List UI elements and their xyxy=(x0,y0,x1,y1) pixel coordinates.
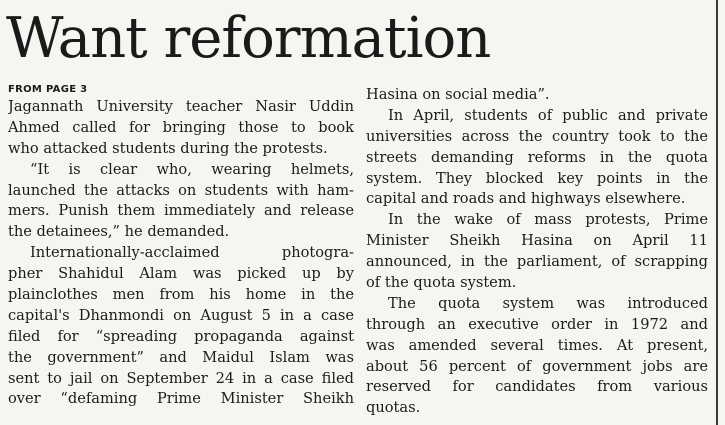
text-line: sent to jail on September 24 in a case filed xyxy=(8,369,354,387)
text-line: streets demanding reforms in the quota xyxy=(366,148,708,166)
text-line: filed for “spreading propaganda against xyxy=(8,327,354,345)
left-column-body xyxy=(8,97,354,410)
right-column-body xyxy=(366,85,708,419)
text-line: Internationally-acclaimed photogra- xyxy=(30,244,354,262)
text-line: universities across the country took to the xyxy=(366,127,708,145)
text-line: capital and roads and highways elsewhere. xyxy=(366,190,686,208)
text-line: launched the attacks on students with ham- xyxy=(8,181,354,199)
text-line: Minister Sheikh Hasina on April 11 xyxy=(366,232,708,250)
text-line: quotas. xyxy=(366,399,421,417)
text-line: announced, in the parliament, of scrapping xyxy=(366,253,708,271)
text-line: Hasina on social media”. xyxy=(366,86,550,103)
text-line: The quota system was introduced xyxy=(388,294,708,312)
text-line: Ahmed called for bringing those to book xyxy=(8,118,354,136)
text-line: about 56 percent of government jobs are xyxy=(366,357,708,375)
text-line: plainclothes men from his home in the xyxy=(8,286,354,304)
text-line: through an executive order in 1972 and xyxy=(366,315,708,333)
left-column xyxy=(8,83,354,410)
right-column xyxy=(366,85,708,419)
text-line: In the wake of mass protests, Prime xyxy=(388,211,708,229)
text-line: mers. Punish them immediately and release xyxy=(8,202,354,220)
text-line: capital's Dhanmondi on August 5 in a case xyxy=(8,306,354,324)
text-line: In April, students of public and private xyxy=(388,106,708,124)
text-line: system. They blocked key points in the xyxy=(366,169,708,187)
text-line: was amended several times. At present, xyxy=(366,336,708,354)
text-line: over “defaming Prime Minister Sheikh xyxy=(8,390,354,408)
headline: Want reformation xyxy=(6,6,491,71)
text-line: who attacked students during the protests. xyxy=(8,139,328,157)
text-line: Jagannath University teacher Nasir Uddin xyxy=(8,98,354,115)
text-line: pher Shahidul Alam was picked up by xyxy=(8,265,354,283)
text-line: reserved for candidates from various xyxy=(366,378,708,396)
text-line: of the quota system. xyxy=(366,274,517,292)
text-line: “It is clear who, wearing helmets, xyxy=(30,160,354,178)
kicker-from-page: FROM PAGE 3 xyxy=(8,84,88,95)
text-line: the detainees,” he demanded. xyxy=(8,223,230,241)
column-rule xyxy=(716,0,718,425)
text-line: the government” and Maidul Islam was xyxy=(8,348,354,366)
